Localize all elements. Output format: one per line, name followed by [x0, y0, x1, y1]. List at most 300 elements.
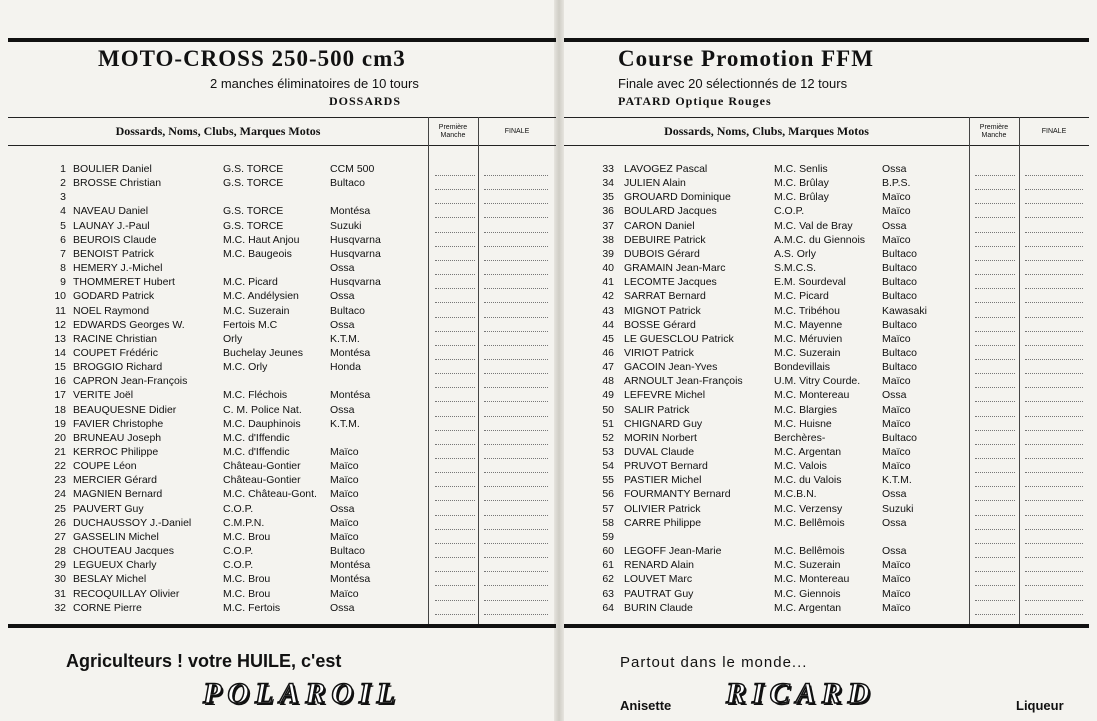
premiere-manche-cell: [435, 387, 475, 388]
table-row: [8, 205, 556, 218]
premiere-manche-cell: [975, 486, 1015, 487]
finale-cell: [484, 444, 548, 445]
table-row: [564, 220, 1089, 233]
table-row: [8, 559, 556, 572]
table-row: [564, 588, 1089, 601]
club-name: M.C. du Valois: [774, 474, 842, 487]
rider-name: MERCIER Gérard: [73, 474, 158, 487]
premiere-manche-cell: [975, 430, 1015, 431]
club-name: C. M. Police Nat.: [223, 403, 302, 416]
rider-name: DUVAL Claude: [624, 446, 695, 458]
rider-name: FOURMANTY Bernard: [624, 488, 731, 501]
bib-number: 56: [602, 488, 614, 501]
premiere-manche-cell: [435, 175, 475, 176]
club-name: M.C. Baugeois: [223, 247, 292, 260]
premiere-manche-cell: [975, 600, 1015, 601]
premiere-manche-cell: [435, 203, 475, 204]
page-subtitle: 2 manches éliminatoires de 10 tours: [210, 76, 419, 91]
finale-cell: [1025, 232, 1083, 233]
bottom-rule: [8, 624, 556, 628]
premiere-manche-cell: [435, 359, 475, 360]
table-row: [564, 503, 1089, 516]
finale-cell: [484, 472, 548, 473]
table-row: [564, 531, 1089, 544]
finale-cell: [484, 288, 548, 289]
club-name: M.C. Montereau: [774, 573, 850, 586]
bib-number: 37: [602, 219, 614, 232]
finale-cell: [484, 302, 548, 303]
bib-number: 35: [602, 191, 614, 204]
ad-ricard-anisette: Anisette: [620, 698, 672, 713]
table-row: [8, 460, 556, 473]
bib-number: 38: [602, 233, 614, 246]
table-row: [564, 333, 1089, 346]
motorcycle-brand: CCM 500: [330, 163, 375, 175]
table-header: [8, 117, 556, 146]
premiere-manche-cell: [975, 274, 1015, 275]
club-name: M.C. Brûlay: [774, 177, 829, 190]
page-subtitle-dossards: DOSSARDS: [329, 94, 402, 108]
premiere-manche-cell: [435, 232, 475, 233]
bib-number: 50: [602, 403, 614, 416]
table-row: [564, 559, 1089, 572]
table-row: [8, 418, 556, 431]
premiere-manche-cell: [975, 557, 1015, 558]
finale-cell: [484, 543, 548, 544]
premiere-manche-cell: [435, 430, 475, 431]
table-row: [8, 474, 556, 487]
motorcycle-brand: Maïco: [882, 601, 911, 614]
right-page: [564, 0, 1089, 721]
motorcycle-brand: Kawasaki: [882, 304, 927, 317]
finale-cell: [484, 585, 548, 586]
bib-number: 14: [54, 346, 66, 359]
club-name: M.C. Brou: [223, 530, 271, 543]
header-premiere-manche: Première Manche: [979, 123, 1009, 139]
finale-cell: [1025, 203, 1083, 204]
left-page: [8, 0, 556, 721]
rider-name: EDWARDS Georges W.: [73, 318, 185, 331]
motorcycle-brand: Ossa: [882, 488, 907, 501]
finale-cell: [1025, 500, 1083, 501]
finale-cell: [1025, 175, 1083, 176]
finale-cell: [1025, 515, 1083, 516]
motorcycle-brand: Ossa: [882, 219, 907, 232]
bib-number: 27: [54, 530, 66, 543]
club-name: M.C. Val de Bray: [774, 219, 853, 232]
premiere-manche-cell: [975, 515, 1015, 516]
table-row: [564, 177, 1089, 190]
premiere-manche-cell: [975, 217, 1015, 218]
motorcycle-brand: Maïco: [330, 516, 359, 529]
finale-cell: [484, 416, 548, 417]
finale-cell: [484, 600, 548, 601]
motorcycle-brand: K.T.M.: [330, 417, 360, 430]
club-name: M.C. Château-Gont.: [223, 488, 317, 501]
premiere-manche-cell: [435, 274, 475, 275]
club-name: M.C. Suzerain: [774, 346, 841, 359]
table-row: [8, 432, 556, 445]
finale-cell: [484, 317, 548, 318]
finale-cell: [1025, 486, 1083, 487]
premiere-manche-cell: [435, 302, 475, 303]
club-name: M.C. Verzensy: [774, 502, 843, 515]
finale-cell: [1025, 458, 1083, 459]
premiere-manche-cell: [435, 557, 475, 558]
rider-name: SARRAT Bernard: [624, 290, 706, 303]
table-row: [8, 262, 556, 275]
motorcycle-brand: B.P.S.: [882, 177, 911, 190]
club-name: M.C. Bellêmois: [774, 545, 845, 558]
bib-number: 17: [54, 389, 66, 402]
club-name: M.C. Méruvien: [774, 332, 843, 345]
table-row: [8, 276, 556, 289]
finale-cell: [1025, 217, 1083, 218]
premiere-manche-cell: [975, 416, 1015, 417]
motorcycle-brand: Bultaco: [882, 290, 918, 303]
premiere-manche-cell: [435, 472, 475, 473]
rider-name: BRUNEAU Joseph: [73, 431, 162, 444]
rider-name: MIGNOT Patrick: [624, 304, 701, 317]
club-name: M.C. d'Iffendic: [223, 431, 290, 444]
bib-number: 44: [602, 318, 614, 331]
rider-name: LE GUESCLOU Patrick: [624, 332, 734, 345]
bib-number: 62: [602, 573, 614, 586]
rider-name: CARON Daniel: [624, 219, 695, 232]
motorcycle-brand: Ossa: [882, 516, 907, 529]
rider-name: LEGOFF Jean-Marie: [624, 545, 722, 558]
club-name: E.M. Sourdeval: [774, 276, 846, 289]
premiere-manche-cell: [435, 500, 475, 501]
motorcycle-brand: Montésa: [330, 573, 371, 586]
table-row: [564, 389, 1089, 402]
top-rule: [8, 38, 556, 42]
premiere-manche-cell: [975, 302, 1015, 303]
bib-number: 25: [54, 502, 66, 515]
finale-cell: [484, 500, 548, 501]
premiere-manche-cell: [435, 486, 475, 487]
premiere-manche-cell: [975, 458, 1015, 459]
rider-name: GASSELIN Michel: [73, 530, 159, 543]
bib-number: 54: [602, 460, 614, 473]
motorcycle-brand: Suzuki: [882, 502, 914, 515]
premiere-manche-cell: [435, 444, 475, 445]
finale-cell: [1025, 246, 1083, 247]
rider-name: PAUTRAT Guy: [624, 587, 694, 600]
club-name: M.C. Montereau: [774, 389, 850, 402]
motorcycle-brand: Maïco: [330, 446, 359, 458]
table-row: [564, 305, 1089, 318]
finale-cell: [1025, 585, 1083, 586]
rider-name: LEFEVRE Michel: [624, 389, 706, 402]
club-name: G.S. TORCE: [223, 219, 284, 232]
premiere-manche-cell: [975, 585, 1015, 586]
bib-number: 4: [60, 205, 66, 218]
finale-cell: [484, 345, 548, 346]
club-name: C.O.P.: [223, 502, 254, 515]
table-row: [8, 163, 556, 176]
club-name: M.C. Tribéhou: [774, 304, 840, 317]
table-row: [564, 446, 1089, 459]
club-name: G.S. TORCE: [223, 177, 284, 190]
table-row: [8, 531, 556, 544]
bib-number: 24: [54, 488, 66, 501]
motorcycle-brand: Ossa: [330, 601, 355, 614]
premiere-manche-cell: [435, 246, 475, 247]
table-row: [8, 347, 556, 360]
table-row: [564, 234, 1089, 247]
header-main: Dossards, Noms, Clubs, Marques Motos: [664, 124, 869, 138]
motorcycle-brand: Montésa: [330, 205, 371, 218]
bib-number: 15: [54, 361, 66, 374]
rider-name: RACINE Christian: [73, 332, 158, 345]
rider-name: HEMERY J.-Michel: [73, 262, 163, 275]
premiere-manche-cell: [435, 317, 475, 318]
motorcycle-brand: Ossa: [330, 318, 355, 331]
motorcycle-brand: Maïco: [882, 587, 911, 600]
club-name: M.C. Dauphinois: [223, 417, 301, 430]
finale-cell: [484, 175, 548, 176]
finale-cell: [1025, 430, 1083, 431]
premiere-manche-cell: [975, 345, 1015, 346]
bib-number: 7: [60, 247, 66, 260]
table-row: [8, 220, 556, 233]
table-row: [8, 333, 556, 346]
bib-number: 6: [60, 233, 66, 246]
rider-name: CHIGNARD Guy: [624, 417, 703, 430]
club-name: M.C. Picard: [223, 276, 278, 289]
motorcycle-brand: Ossa: [330, 290, 355, 303]
club-name: G.S. TORCE: [223, 205, 284, 218]
rider-name: VIRIOT Patrick: [624, 346, 694, 359]
premiere-manche-cell: [435, 189, 475, 190]
page-subtitle: Finale avec 20 sélectionnés de 12 tours: [618, 76, 848, 91]
motorcycle-brand: Husqvarna: [330, 233, 381, 246]
club-name: Château-Gontier: [223, 460, 301, 473]
finale-cell: [484, 331, 548, 332]
bib-number: 36: [602, 205, 614, 218]
club-name: Fertois M.C: [223, 318, 278, 331]
table-row: [564, 276, 1089, 289]
club-name: Berchères-: [774, 431, 826, 444]
motorcycle-brand: K.T.M.: [882, 474, 912, 487]
bib-number: 18: [54, 403, 66, 416]
premiere-manche-cell: [435, 217, 475, 218]
table-row: [564, 319, 1089, 332]
rider-name: BOULIER Daniel: [73, 163, 152, 175]
premiere-manche-cell: [435, 260, 475, 261]
finale-cell: [484, 232, 548, 233]
motorcycle-brand: K.T.M.: [330, 332, 360, 345]
finale-cell: [1025, 614, 1083, 615]
motorcycle-brand: Maïco: [330, 587, 359, 600]
club-name: Bondevillais: [774, 361, 831, 374]
bib-number: 60: [602, 545, 614, 558]
rider-name: PAUVERT Guy: [73, 502, 144, 515]
motorcycle-brand: Maïco: [882, 233, 911, 246]
premiere-manche-cell: [975, 373, 1015, 374]
bib-number: 11: [55, 304, 66, 317]
bib-number: 1: [60, 163, 66, 175]
finale-cell: [1025, 274, 1083, 275]
finale-cell: [484, 203, 548, 204]
rider-name: BOULARD Jacques: [624, 205, 717, 218]
premiere-manche-cell: [435, 585, 475, 586]
rider-name: BOSSE Gérard: [624, 318, 696, 331]
club-name: M.C. d'Iffendic: [223, 446, 290, 458]
club-name: M.C. Senlis: [774, 163, 828, 175]
finale-cell: [484, 274, 548, 275]
rider-name: CAPRON Jean-François: [73, 375, 188, 388]
premiere-manche-cell: [975, 288, 1015, 289]
motorcycle-brand: Montésa: [330, 346, 371, 359]
bib-number: 16: [54, 375, 66, 388]
bib-number: 31: [54, 587, 66, 600]
bib-number: 52: [602, 431, 614, 444]
finale-cell: [1025, 331, 1083, 332]
table-row: [8, 361, 556, 374]
bib-number: 64: [602, 601, 614, 614]
premiere-manche-cell: [435, 571, 475, 572]
table-row: [8, 319, 556, 332]
rider-name: GACOIN Jean-Yves: [624, 361, 718, 374]
bib-number: 32: [54, 601, 66, 614]
club-name: M.C. Orly: [223, 361, 268, 374]
table-row: [8, 545, 556, 558]
premiere-manche-cell: [975, 529, 1015, 530]
rider-name: MAGNIEN Bernard: [73, 488, 163, 501]
table-row: [8, 573, 556, 586]
motorcycle-brand: Bultaco: [330, 177, 366, 190]
motorcycle-brand: Maïco: [882, 559, 911, 572]
page-title: Course Promotion FFM: [618, 46, 874, 71]
table-row: [564, 460, 1089, 473]
rider-name: ARNOULT Jean-François: [624, 375, 743, 388]
finale-cell: [1025, 189, 1083, 190]
premiere-manche-cell: [975, 189, 1015, 190]
club-name: M.C. Fertois: [223, 601, 281, 614]
premiere-manche-cell: [435, 543, 475, 544]
premiere-manche-cell: [975, 571, 1015, 572]
rider-name: LOUVET Marc: [624, 573, 693, 586]
finale-cell: [484, 571, 548, 572]
bib-number: 21: [54, 446, 66, 458]
header-main: Dossards, Noms, Clubs, Marques Motos: [115, 124, 321, 138]
motorcycle-brand: Maïco: [330, 460, 359, 473]
bib-number: 30: [54, 573, 66, 586]
club-name: M.C. Blargies: [774, 403, 838, 416]
table-row: [564, 361, 1089, 374]
rider-name: COUPET Frédéric: [73, 346, 158, 359]
club-name: M.C. Giennois: [774, 587, 841, 600]
club-name: Orly: [223, 332, 243, 345]
page-title: MOTO-CROSS 250-500 cm3: [98, 46, 406, 71]
rider-name: CHOUTEAU Jacques: [73, 545, 174, 558]
premiere-manche-cell: [975, 614, 1015, 615]
finale-cell: [484, 614, 548, 615]
finale-cell: [1025, 302, 1083, 303]
club-name: A.M.C. du Giennois: [774, 233, 866, 246]
motorcycle-brand: Maïco: [882, 205, 911, 218]
finale-cell: [1025, 387, 1083, 388]
bib-number: 51: [602, 417, 614, 430]
rider-name: BROGGIO Richard: [73, 361, 163, 374]
rider-name: KERROC Philippe: [73, 446, 159, 458]
table-row: [8, 503, 556, 516]
premiere-manche-cell: [975, 331, 1015, 332]
rider-name: BEUROIS Claude: [73, 233, 157, 246]
rider-name: DUCHAUSSOY J.-Daniel: [73, 516, 192, 529]
club-name: M.C. Argentan: [774, 601, 842, 614]
premiere-manche-cell: [435, 600, 475, 601]
bib-number: 59: [602, 530, 614, 543]
rider-name: BEAUQUESNE Didier: [73, 403, 177, 416]
finale-cell: [484, 557, 548, 558]
premiere-manche-cell: [975, 175, 1015, 176]
rider-name: PASTIER Michel: [624, 474, 702, 487]
bib-number: 12: [54, 318, 66, 331]
motorcycle-brand: Montésa: [330, 559, 371, 572]
finale-cell: [484, 246, 548, 247]
motorcycle-brand: Maïco: [330, 474, 359, 487]
premiere-manche-cell: [975, 500, 1015, 501]
club-name: M.C. Picard: [774, 290, 829, 303]
bib-number: 48: [602, 375, 614, 388]
bib-number: 63: [602, 587, 614, 600]
table-row: [8, 248, 556, 261]
table-row: [564, 347, 1089, 360]
motorcycle-brand: Suzuki: [330, 219, 362, 232]
premiere-manche-cell: [975, 260, 1015, 261]
motorcycle-brand: Ossa: [330, 262, 355, 275]
bib-number: 55: [602, 474, 614, 487]
table-row: [8, 389, 556, 402]
club-name: M.C. Suzerain: [223, 304, 290, 317]
finale-cell: [484, 529, 548, 530]
club-name: M.C. Argentan: [774, 446, 842, 458]
finale-cell: [484, 458, 548, 459]
rider-name: FAVIER Christophe: [73, 417, 164, 430]
ad-ricard-liqueur: Liqueur: [1016, 698, 1064, 713]
club-name: M.C. Bellêmois: [774, 516, 845, 529]
club-name: S.M.C.S.: [774, 262, 817, 275]
bib-number: 9: [60, 276, 66, 289]
rider-name: BENOIST Patrick: [73, 247, 154, 260]
finale-cell: [484, 189, 548, 190]
rider-name: LAUNAY J.-Paul: [73, 219, 150, 232]
club-name: M.C. Mayenne: [774, 318, 843, 331]
motorcycle-brand: Maïco: [330, 488, 359, 501]
premiere-manche-cell: [435, 345, 475, 346]
bib-number: 61: [602, 559, 614, 572]
table-row: [564, 432, 1089, 445]
table-row: [8, 305, 556, 318]
table-row: [8, 290, 556, 303]
motorcycle-brand: Bultaco: [882, 346, 918, 359]
club-name: U.M. Vitry Courde.: [774, 375, 861, 388]
finale-cell: [1025, 401, 1083, 402]
bib-number: 3: [60, 191, 66, 204]
premiere-manche-cell: [975, 317, 1015, 318]
rider-name: MORIN Norbert: [624, 431, 697, 444]
bib-number: 58: [602, 516, 614, 529]
table-row: [8, 177, 556, 190]
club-name: M.C. Fléchois: [223, 389, 288, 402]
bib-number: 39: [602, 247, 614, 260]
rider-name: CARRE Philippe: [624, 516, 702, 529]
rider-name: NOEL Raymond: [73, 304, 150, 317]
premiere-manche-cell: [435, 515, 475, 516]
